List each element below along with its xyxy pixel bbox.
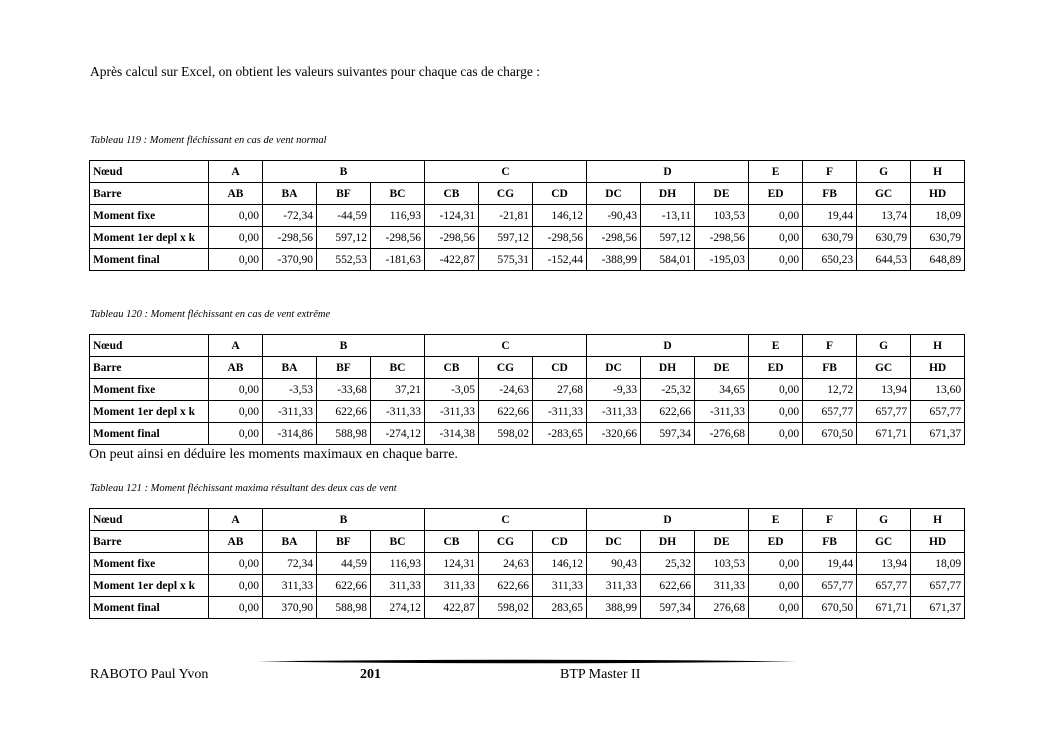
- table-cell: -320,66: [587, 423, 641, 445]
- node-header: H: [911, 335, 965, 357]
- table-cell: 588,98: [317, 597, 371, 619]
- node-header: F: [803, 335, 857, 357]
- table-cell: -124,31: [425, 205, 479, 227]
- table-cell: 0,00: [209, 553, 263, 575]
- table-cell: 0,00: [749, 575, 803, 597]
- bar-header: BA: [263, 531, 317, 553]
- table-cell: 630,79: [803, 227, 857, 249]
- bar-header: AB: [209, 531, 263, 553]
- bar-header: BF: [317, 531, 371, 553]
- bar-header-row: [90, 531, 965, 553]
- table-cell: -298,56: [263, 227, 317, 249]
- table-cell: 630,79: [857, 227, 911, 249]
- table-cell: -314,38: [425, 423, 479, 445]
- node-header: F: [803, 161, 857, 183]
- table-cell: 671,37: [911, 423, 965, 445]
- node-header: G: [857, 161, 911, 183]
- table-cell: 25,32: [641, 553, 695, 575]
- node-header: A: [209, 161, 263, 183]
- table-cell: 311,33: [371, 575, 425, 597]
- table-cell: -311,33: [425, 401, 479, 423]
- table-cell: 657,77: [911, 401, 965, 423]
- bar-header: CB: [425, 531, 479, 553]
- table-cell: -298,56: [695, 227, 749, 249]
- node-header-row: [90, 509, 965, 531]
- table-cell: 648,89: [911, 249, 965, 271]
- table-cell: -298,56: [425, 227, 479, 249]
- table-cell: 671,71: [857, 597, 911, 619]
- table-cell: 0,00: [209, 423, 263, 445]
- table-cell: 630,79: [911, 227, 965, 249]
- table-cell: 311,33: [695, 575, 749, 597]
- table-cell: 0,00: [749, 597, 803, 619]
- node-header: B: [263, 161, 425, 183]
- bar-header-row: [90, 357, 965, 379]
- bar-header: DE: [695, 183, 749, 205]
- bar-header: DH: [641, 357, 695, 379]
- bar-header: CD: [533, 531, 587, 553]
- table-row: [90, 575, 965, 597]
- bar-header: CB: [425, 357, 479, 379]
- table-cell: 0,00: [749, 423, 803, 445]
- node-header: G: [857, 335, 911, 357]
- table-cell: 0,00: [209, 249, 263, 271]
- bar-header: FB: [803, 531, 857, 553]
- table-cell: 0,00: [749, 205, 803, 227]
- table-cell: -298,56: [533, 227, 587, 249]
- noeud-label: Nœud: [90, 161, 209, 183]
- bar-header: CD: [533, 183, 587, 205]
- table-cell: 311,33: [587, 575, 641, 597]
- bar-header: BA: [263, 357, 317, 379]
- table-cell: 597,34: [641, 597, 695, 619]
- node-header: D: [587, 161, 749, 183]
- table-cell: 422,87: [425, 597, 479, 619]
- node-header: B: [263, 509, 425, 531]
- bar-header: BC: [371, 531, 425, 553]
- table-cell: -3,53: [263, 379, 317, 401]
- table-cell: -422,87: [425, 249, 479, 271]
- table-cell: 12,72: [803, 379, 857, 401]
- table-cell: 24,63: [479, 553, 533, 575]
- page-number: 201: [360, 667, 381, 682]
- table-cell: 657,77: [803, 575, 857, 597]
- table-cell: 370,90: [263, 597, 317, 619]
- table-cell: 0,00: [209, 575, 263, 597]
- bar-header: GC: [857, 531, 911, 553]
- table-cell: 622,66: [317, 575, 371, 597]
- footer-divider: [257, 659, 797, 664]
- table-cell: -90,43: [587, 205, 641, 227]
- bar-header: HD: [911, 183, 965, 205]
- barre-label: Barre: [90, 183, 209, 205]
- table-cell: 670,50: [803, 423, 857, 445]
- row-label: Moment 1er depl x k: [90, 401, 209, 423]
- row-label: Moment fixe: [90, 379, 209, 401]
- table-cell: 311,33: [533, 575, 587, 597]
- table-cell: 0,00: [749, 227, 803, 249]
- intro-text: Après calcul sur Excel, on obtient les valeurs suivantes pour chaque cas de charge :: [90, 64, 540, 79]
- table-cell: -311,33: [263, 401, 317, 423]
- table-cell: 670,50: [803, 597, 857, 619]
- table-cell: 0,00: [209, 205, 263, 227]
- bar-header: DC: [587, 531, 641, 553]
- table-cell: 0,00: [209, 597, 263, 619]
- bar-header: BF: [317, 183, 371, 205]
- node-header: F: [803, 509, 857, 531]
- table-cell: 72,34: [263, 553, 317, 575]
- row-label: Moment 1er depl x k: [90, 575, 209, 597]
- table-121-caption: Tableau 121 : Moment fléchissant maxima résultant des deux cas de vent: [90, 483, 397, 494]
- row-label: Moment 1er depl x k: [90, 227, 209, 249]
- node-header: G: [857, 509, 911, 531]
- node-header: E: [749, 335, 803, 357]
- bar-header: DH: [641, 531, 695, 553]
- table-row: [90, 401, 965, 423]
- table-cell: 622,66: [641, 575, 695, 597]
- node-header: A: [209, 509, 263, 531]
- table-cell: 27,68: [533, 379, 587, 401]
- table-cell: 0,00: [209, 227, 263, 249]
- table-cell: -314,86: [263, 423, 317, 445]
- table-cell: 18,09: [911, 205, 965, 227]
- table-cell: 19,44: [803, 553, 857, 575]
- table-cell: 622,66: [479, 575, 533, 597]
- bar-header: ED: [749, 357, 803, 379]
- table-cell: 19,44: [803, 205, 857, 227]
- table-cell: 283,65: [533, 597, 587, 619]
- table-cell: -274,12: [371, 423, 425, 445]
- table-cell: 0,00: [749, 249, 803, 271]
- table-cell: 124,31: [425, 553, 479, 575]
- bar-header: BF: [317, 357, 371, 379]
- table-cell: 597,12: [317, 227, 371, 249]
- bar-header: CD: [533, 357, 587, 379]
- table-cell: 598,02: [479, 423, 533, 445]
- bar-header: DE: [695, 531, 749, 553]
- node-header-row: [90, 161, 965, 183]
- bar-header: AB: [209, 357, 263, 379]
- bar-header: AB: [209, 183, 263, 205]
- table-cell: -311,33: [587, 401, 641, 423]
- table-cell: -195,03: [695, 249, 749, 271]
- table-cell: 13,74: [857, 205, 911, 227]
- bar-header: HD: [911, 531, 965, 553]
- footer-course: BTP Master II: [560, 667, 641, 682]
- bar-header: GC: [857, 183, 911, 205]
- row-label: Moment final: [90, 249, 209, 271]
- table-119-caption: Tableau 119 : Moment fléchissant en cas de vent normal: [90, 135, 327, 146]
- table-cell: -181,63: [371, 249, 425, 271]
- table-row: [90, 423, 965, 445]
- table-cell: 311,33: [425, 575, 479, 597]
- bar-header: CG: [479, 357, 533, 379]
- bar-header: CG: [479, 531, 533, 553]
- bar-header: FB: [803, 183, 857, 205]
- table-cell: 116,93: [371, 205, 425, 227]
- table-cell: 552,53: [317, 249, 371, 271]
- table-cell: -311,33: [533, 401, 587, 423]
- table-cell: -72,34: [263, 205, 317, 227]
- table-cell: -9,33: [587, 379, 641, 401]
- table-cell: 311,33: [263, 575, 317, 597]
- table-cell: -370,90: [263, 249, 317, 271]
- bar-header-row: [90, 183, 965, 205]
- table-cell: 622,66: [641, 401, 695, 423]
- table-cell: -25,32: [641, 379, 695, 401]
- bar-header: BC: [371, 357, 425, 379]
- table-row: [90, 227, 965, 249]
- table-cell: 18,09: [911, 553, 965, 575]
- table-vent-extreme: [89, 334, 965, 445]
- bar-header: BA: [263, 183, 317, 205]
- row-label: Moment final: [90, 423, 209, 445]
- table-cell: 90,43: [587, 553, 641, 575]
- table-cell: 597,12: [479, 227, 533, 249]
- row-label: Moment fixe: [90, 553, 209, 575]
- table-cell: 588,98: [317, 423, 371, 445]
- bar-header: BC: [371, 183, 425, 205]
- node-header: A: [209, 335, 263, 357]
- noeud-label: Nœud: [90, 335, 209, 357]
- table-cell: 657,77: [911, 575, 965, 597]
- bar-header: DE: [695, 357, 749, 379]
- footer-author: RABOTO Paul Yvon: [90, 667, 209, 682]
- node-header-row: [90, 335, 965, 357]
- table-row: [90, 249, 965, 271]
- bar-header: DC: [587, 183, 641, 205]
- barre-label: Barre: [90, 531, 209, 553]
- table-cell: 0,00: [749, 379, 803, 401]
- table-cell: 116,93: [371, 553, 425, 575]
- table-cell: 597,12: [641, 227, 695, 249]
- table-cell: 276,68: [695, 597, 749, 619]
- conclusion-text: On peut ainsi en déduire les moments maximaux en chaque barre.: [89, 447, 458, 462]
- table-cell: -24,63: [479, 379, 533, 401]
- table-cell: 274,12: [371, 597, 425, 619]
- table-cell: 44,59: [317, 553, 371, 575]
- table-cell: 103,53: [695, 553, 749, 575]
- bar-header: GC: [857, 357, 911, 379]
- table-row: [90, 597, 965, 619]
- table-cell: 388,99: [587, 597, 641, 619]
- table-cell: 13,94: [857, 379, 911, 401]
- table-cell: 650,23: [803, 249, 857, 271]
- node-header: E: [749, 161, 803, 183]
- table-cell: 671,37: [911, 597, 965, 619]
- node-header: C: [425, 161, 587, 183]
- table-cell: -388,99: [587, 249, 641, 271]
- node-header: B: [263, 335, 425, 357]
- table-cell: -276,68: [695, 423, 749, 445]
- table-cell: 0,00: [209, 379, 263, 401]
- noeud-label: Nœud: [90, 509, 209, 531]
- node-header: C: [425, 335, 587, 357]
- table-cell: 146,12: [533, 553, 587, 575]
- bar-header: HD: [911, 357, 965, 379]
- table-cell: -298,56: [371, 227, 425, 249]
- table-cell: 622,66: [317, 401, 371, 423]
- table-cell: 34,65: [695, 379, 749, 401]
- barre-label: Barre: [90, 357, 209, 379]
- row-label: Moment fixe: [90, 205, 209, 227]
- table-cell: 103,53: [695, 205, 749, 227]
- bar-header: DH: [641, 183, 695, 205]
- table-cell: 597,34: [641, 423, 695, 445]
- bar-header: CB: [425, 183, 479, 205]
- table-cell: 657,77: [803, 401, 857, 423]
- table-cell: 13,94: [857, 553, 911, 575]
- node-header: H: [911, 509, 965, 531]
- table-cell: 13,60: [911, 379, 965, 401]
- table-row: [90, 379, 965, 401]
- row-label: Moment final: [90, 597, 209, 619]
- node-header: D: [587, 509, 749, 531]
- bar-header: CG: [479, 183, 533, 205]
- table-cell: -283,65: [533, 423, 587, 445]
- table-cell: 657,77: [857, 401, 911, 423]
- table-cell: 37,21: [371, 379, 425, 401]
- table-cell: 146,12: [533, 205, 587, 227]
- table-cell: -311,33: [695, 401, 749, 423]
- table-row: [90, 205, 965, 227]
- table-moment-maxima: [89, 508, 965, 619]
- table-cell: 575,31: [479, 249, 533, 271]
- table-cell: 622,66: [479, 401, 533, 423]
- bar-header: DC: [587, 357, 641, 379]
- node-header: D: [587, 335, 749, 357]
- table-cell: 0,00: [749, 553, 803, 575]
- table-row: [90, 553, 965, 575]
- table-cell: 644,53: [857, 249, 911, 271]
- table-cell: 598,02: [479, 597, 533, 619]
- table-cell: 584,01: [641, 249, 695, 271]
- table-cell: -44,59: [317, 205, 371, 227]
- table-cell: -298,56: [587, 227, 641, 249]
- node-header: H: [911, 161, 965, 183]
- table-120-caption: Tableau 120 : Moment fléchissant en cas de vent extrême: [90, 309, 331, 320]
- table-cell: -33,68: [317, 379, 371, 401]
- table-cell: -3,05: [425, 379, 479, 401]
- bar-header: ED: [749, 183, 803, 205]
- bar-header: FB: [803, 357, 857, 379]
- table-vent-normal: [89, 160, 965, 271]
- node-header: C: [425, 509, 587, 531]
- table-cell: -311,33: [371, 401, 425, 423]
- node-header: E: [749, 509, 803, 531]
- bar-header: ED: [749, 531, 803, 553]
- table-cell: 671,71: [857, 423, 911, 445]
- table-cell: -152,44: [533, 249, 587, 271]
- table-cell: 0,00: [749, 401, 803, 423]
- table-cell: -13,11: [641, 205, 695, 227]
- table-cell: 0,00: [209, 401, 263, 423]
- table-cell: -21,81: [479, 205, 533, 227]
- table-cell: 657,77: [857, 575, 911, 597]
